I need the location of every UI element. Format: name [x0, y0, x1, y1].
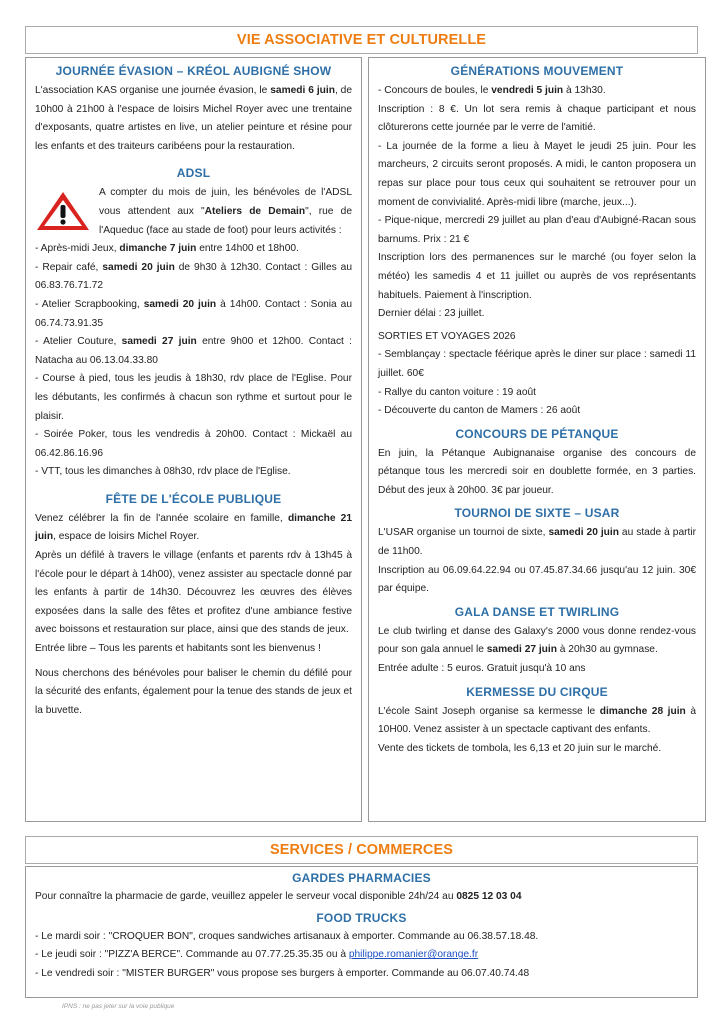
- foodtrucks-title: FOOD TRUCKS: [316, 910, 407, 925]
- kreol-text: L'association KAS organise une journée évasion, le samedi 6 juin, de 10h00 à 21h00 à l'espace de loisirs Michel Royer avec une trentaine d'exposants, quatre artistes en live, un atelier peinture et résine pour les enfants et des traiteurs caribéens pour la restauration.: [35, 85, 353, 152]
- petanque-text: En juin, la Pétanque Aubignanaise organise des concours de pétanque tous les mercredi soir en doublette formée, en 3 parties. Début des jeux à 20h00. 3€ par joueur.: [378, 447, 696, 496]
- adsl-title: ADSL: [176, 166, 211, 181]
- generations-title: GÉNÉRATIONS MOUVEMENT: [450, 64, 624, 78]
- generations-text: - La journée de la forme a lieu à Mayet le jeudi 25 juin. Pour les marcheurs, 2 circuits seront proposés. A midi, le canton proposera un repas sur place pour tous ceux qui souhaitent se retrouver pour un moment de convivialité. Après-midi libre (marche, jeux...).: [378, 140, 696, 208]
- ecole-text: Nous cherchons des bénévoles pour baliser le chemin du défilé pour la sécurité des enfants, également pour la tenue des stands de jeux et la buvette.: [35, 667, 352, 716]
- generations-text: - Rallye du canton voiture : 19 août: [378, 386, 537, 398]
- section-header-title: VIE ASSOCIATIVE ET CULTURELLE: [236, 32, 487, 48]
- ecole-title: FÊTE DE L'ÉCOLE PUBLIQUE: [105, 491, 282, 506]
- section-header-services: [25, 836, 698, 864]
- generations-text: SORTIES ET VOYAGES 2026: [378, 330, 516, 342]
- sixte-text: L'USAR organise un tournoi de sixte, samedi 20 juin au stade à partir de 11h00.: [378, 527, 696, 558]
- generations-text: Inscription : 8 €. Un lot sera remis à chaque participant et nous clôturerons cette journée par le verre de l'amitié.: [378, 103, 696, 134]
- email-link[interactable]: philippe.romanier@orange.fr: [348, 949, 479, 961]
- generations-text: - Concours de boules, le vendredi 5 juin à 13h30.: [378, 85, 606, 96]
- ecole-text: Venez célébrer la fin de l'année scolaire en famille, dimanche 21 juin, espace de loisirs Michel Royer.: [35, 512, 352, 543]
- section-header-associative: [25, 26, 698, 54]
- sixte-title: TOURNOI DE SIXTE – USAR: [454, 506, 620, 521]
- adsl-item: - Atelier Couture, samedi 27 juin entre 9h00 et 12h00. Contact : Natacha au 06.13.04.33.80: [35, 336, 352, 366]
- foodtruck-item: - Le vendredi soir : "MISTER BURGER" vous propose ses burgers à emporter. Commande au 06.07.40.74.48: [35, 967, 530, 979]
- ecole-text: Entrée libre – Tous les parents et habitants sont les bienvenus !: [35, 643, 321, 655]
- sixte-text: Inscription au 06.09.64.22.94 ou 07.45.87.34.66 jusqu'au 12 juin. 30€ par équipe.: [378, 564, 696, 595]
- adsl-item: - Atelier Scrapbooking, samedi 20 juin à 14h00. Contact : Sonia au 06.74.73.91.35: [35, 298, 352, 329]
- adsl-intro: A compter du mois de juin, les bénévoles de l'ADSL vous attendent aux "Ateliers de Demain", rue de l'Aqueduc (face au stade de foot) pour leurs activités :: [99, 187, 352, 236]
- services-box: [25, 866, 698, 998]
- pharmacies-text: Pour connaître la pharmacie de garde, veuillez appeler le serveur vocal disponible 24h/24 au 0825 12 03 04: [35, 891, 522, 902]
- foodtruck-item: - Le mardi soir : "CROQUER BON", croques sandwiches artisanaux à emporter. Commande au 06.38.57.18.48.: [35, 930, 539, 942]
- gala-text: Le club twirling et danse des Galaxy's 2000 vous donne rendez-vous pour son gala annuel le samedi 27 juin à 20h30 au gymnase.: [378, 625, 696, 656]
- gala-text: Entrée adulte : 5 euros. Gratuit jusqu'à 10 ans: [378, 663, 586, 675]
- pharmacies-title: GARDES PHARMACIES: [292, 871, 431, 885]
- adsl-item: - Soirée Poker, tous les vendredis à 20h00. Contact : Mickaël au 06.42.86.16.96: [35, 429, 352, 459]
- generations-text: Inscription lors des permanences sur le marché (ou foyer selon la météo) les samedis 4 et 11 juillet ou auprès de vos représentants habituels. Paiement à l'inscription.: [378, 252, 696, 301]
- foodtruck-item: - Le jeudi soir : "PIZZ'A BERCE". Commande au 07.77.25.35.35 ou à philippe.romanier@orange.fr: [35, 949, 479, 961]
- generations-text: Dernier délai : 23 juillet.: [378, 308, 485, 320]
- kreol-title: JOURNÉE ÉVASION – KRÉOL AUBIGNÉ SHOW: [55, 64, 332, 78]
- warning-triangle-icon: [35, 190, 91, 232]
- generations-text: - Découverte du canton de Mamers : 26 août: [378, 405, 581, 417]
- kermesse-text: L'école Saint Joseph organise sa kermesse le dimanche 28 juin à 10H00. Venez assister à un spectacle captivant des enfants.: [378, 705, 696, 736]
- adsl-item: - Après-midi Jeux, dimanche 7 juin entre 14h00 et 18h00.: [35, 243, 299, 255]
- adsl-item: - Repair café, samedi 20 juin de 9h30 à 12h30. Contact : Gilles au 06.83.76.71.72: [35, 261, 352, 292]
- generations-text: - Semblançay : spectacle féérique après le diner sur place : samedi 11 juillet. 60€: [378, 349, 696, 379]
- section-header-title: SERVICES / COMMERCES: [269, 842, 454, 858]
- ecole-text: Après un défilé à travers le village (enfants et parents rdv à 13h45 à l'école pour le départ à 14h00), venez assister au spectacle donné par les enfants à partir de 14h30. Découvrez les œuvres des élèves exposées dans la salle des fêtes et profitez d'une ambiance festive avec boissons et restauration sur place, ainsi que des stands de jeux.: [35, 550, 352, 636]
- kermesse-title: KERMESSE DU CIRQUE: [466, 684, 608, 699]
- right-column: [368, 57, 706, 822]
- gala-title: GALA DANSE ET TWIRLING: [454, 604, 620, 619]
- generations-text: - Pique-nique, mercredi 29 juillet au plan d'eau d'Aubigné-Racan sous barnums. Prix : 21 €: [378, 215, 696, 245]
- kermesse-text: Vente des tickets de tombola, les 6,13 et 20 juin sur le marché.: [378, 742, 662, 754]
- adsl-item: - VTT, tous les dimanches à 08h30, rdv place de l'Eglise.: [35, 466, 291, 478]
- left-column: [25, 57, 362, 822]
- adsl-item: - Course à pied, tous les jeudis à 18h30, rdv place de l'Eglise. Pour les débutants, les confirmés à chacun son rythme et surtout pour le plaisir.: [35, 373, 352, 422]
- footer-note: IPNS : ne pas jeter sur la voie publique: [62, 1003, 175, 1010]
- petanque-title: CONCOURS DE PÉTANQUE: [455, 426, 619, 441]
